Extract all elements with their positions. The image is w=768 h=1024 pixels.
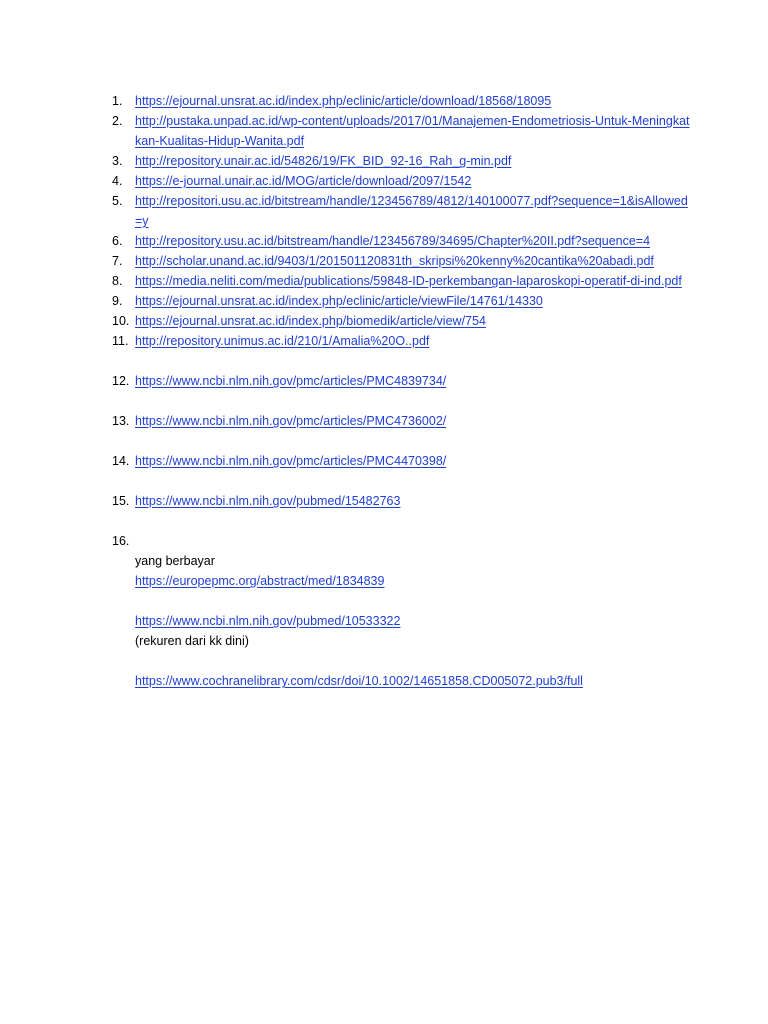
reference-link[interactable]: http://repository.unair.ac.id/54826/19/FK_BID_92-16_Rah_g-min.pdf: [135, 154, 512, 168]
recurrence-note: (rekuren dari kk dini): [135, 634, 249, 648]
item-number: 4.: [112, 174, 123, 188]
cochrane-reference-link[interactable]: https://www.cochranelibrary.com/cdsr/doi/10.1002/14651858.CD005072.pub3/full: [135, 674, 583, 688]
item-number: 15.: [112, 494, 130, 508]
reference-link[interactable]: https://www.ncbi.nlm.nih.gov/pmc/articles/PMC4736002/: [135, 414, 447, 428]
reference-link[interactable]: https://media.neliti.com/media/publications/59848-ID-perkembangan-laparoskopi-operatif-di-ind.pdf: [135, 274, 682, 288]
reference-link[interactable]: http://pustaka.unpad.ac.id/wp-content/uploads/2017/01/Manajemen-Endometriosis-Untuk-Meningkatkan-Kualitas-Hidup-Wanita.pdf: [135, 114, 690, 148]
reference-link[interactable]: http://scholar.unand.ac.id/9403/1/201501120831th_skripsi%20kenny%20cantika%20abadi.pdf: [135, 254, 654, 268]
list-item: [112, 91, 692, 111]
list-item: [112, 171, 692, 191]
empty-line: [135, 651, 692, 671]
reference-link[interactable]: https://www.ncbi.nlm.nih.gov/pmc/articles/PMC4839734/: [135, 374, 447, 388]
reference-link[interactable]: https://ejournal.unsrat.ac.id/index.php/eclinic/article/download/18568/18095: [135, 94, 552, 108]
item-number: 1.: [112, 94, 123, 108]
item-number: 8.: [112, 274, 123, 288]
reference-list: [112, 91, 692, 691]
reference-link[interactable]: https://www.ncbi.nlm.nih.gov/pmc/articles/PMC4470398/: [135, 454, 447, 468]
empty-line: [135, 591, 692, 611]
empty-line: [135, 531, 692, 551]
list-item: [112, 251, 692, 271]
reference-link[interactable]: http://repositori.usu.ac.id/bitstream/handle/123456789/4812/140100077.pdf?sequence=1&isAllowed=y: [135, 194, 688, 228]
list-item: [112, 371, 692, 391]
list-item: [112, 271, 692, 291]
list-item: [112, 411, 692, 431]
list-item: [112, 531, 692, 691]
reference-link[interactable]: https://ejournal.unsrat.ac.id/index.php/biomedik/article/view/754: [135, 314, 486, 328]
item-number: 3.: [112, 154, 123, 168]
list-item: [112, 191, 692, 231]
recurrence-reference-link[interactable]: https://www.ncbi.nlm.nih.gov/pubmed/10533322: [135, 614, 401, 628]
reference-link[interactable]: https://www.ncbi.nlm.nih.gov/pubmed/15482763: [135, 494, 401, 508]
item-number: 13.: [112, 414, 130, 428]
paid-reference-link[interactable]: https://europepmc.org/abstract/med/1834839: [135, 574, 385, 588]
list-item: [112, 291, 692, 311]
item-number: 16.: [112, 534, 130, 548]
item-number: 7.: [112, 254, 123, 268]
list-item: [112, 111, 692, 151]
item-number: 5.: [112, 194, 123, 208]
list-item: [112, 151, 692, 171]
reference-link[interactable]: https://ejournal.unsrat.ac.id/index.php/eclinic/article/viewFile/14761/14330: [135, 294, 543, 308]
reference-link[interactable]: http://repository.usu.ac.id/bitstream/handle/123456789/34695/Chapter%20II.pdf?sequence=4: [135, 234, 651, 248]
list-item: [112, 231, 692, 251]
item-number: 2.: [112, 114, 123, 128]
item-number: 12.: [112, 374, 130, 388]
list-item: [112, 331, 692, 351]
paid-label: yang berbayar: [135, 554, 215, 568]
reference-link[interactable]: http://repository.unimus.ac.id/210/1/Amalia%20O..pdf: [135, 334, 430, 348]
reference-link[interactable]: https://e-journal.unair.ac.id/MOG/article/download/2097/1542: [135, 174, 472, 188]
item-number: 9.: [112, 294, 123, 308]
item-number: 6.: [112, 234, 123, 248]
item-number: 14.: [112, 454, 130, 468]
item-number: 11.: [112, 334, 129, 348]
item16-content: [135, 531, 692, 691]
list-item: [112, 451, 692, 471]
list-item: [112, 491, 692, 511]
list-item: [112, 311, 692, 331]
item-number: 10.: [112, 314, 130, 328]
